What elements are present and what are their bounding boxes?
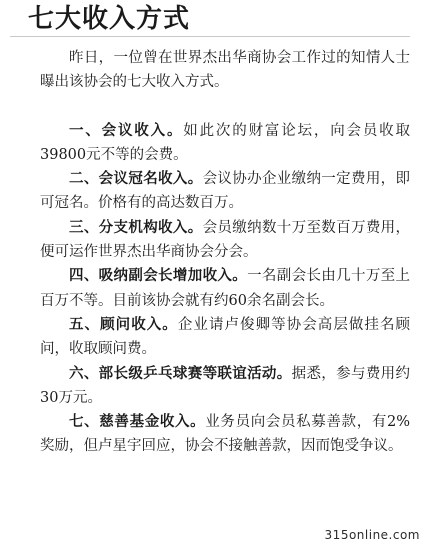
- title-divider: [10, 36, 410, 37]
- intro-paragraph: 昨日，一位曾在世界杰出华商协会工作过的知情人士曝出该协会的七大收入方式。: [40, 50, 410, 91]
- income-item-heading: 五、顾问收入。: [69, 316, 178, 333]
- income-item-text: 一名副会长由几十万至上百万不等。目前该协会就有约60余名副会长。: [40, 268, 411, 309]
- income-item-7: [40, 410, 410, 459]
- income-item-heading: 七、慈善基金收入。: [69, 414, 206, 431]
- article-title: 七大收入方式: [28, 4, 191, 34]
- income-item-text: 据悉，参与费用约30万元。: [40, 365, 411, 406]
- income-item-text: 业务员向会员私募善款，有2%奖励，但卢星宇回应，协会不接触善款，因而饱受争议。: [40, 414, 410, 455]
- income-item-heading: 四、吸纳副会长增加收入。: [69, 268, 248, 285]
- income-item-6: [40, 362, 410, 411]
- income-item-heading: 六、部长级乒乓球赛等联谊活动。: [69, 365, 292, 382]
- income-item-text: 会员缴纳数十万至数百万费用，便可运作世界杰出华商协会分会。: [40, 219, 411, 261]
- income-item-heading: 三、分支机构收入。: [69, 219, 203, 236]
- article-body: [40, 46, 410, 459]
- income-item-5: [40, 313, 410, 362]
- income-item-1: [40, 119, 410, 168]
- site-watermark: 315online.com: [324, 528, 420, 542]
- income-item-heading: 二、会议冠名收入。: [69, 171, 203, 188]
- income-item-text: 如此次的财富论坛，向会员收取39800元不等的会费。: [40, 122, 411, 163]
- income-item-3: [40, 216, 410, 265]
- income-item-2: [40, 167, 410, 216]
- income-item-heading: 一、会议收入。: [69, 122, 184, 139]
- income-item-4: [40, 264, 410, 313]
- income-item-text: 会议协办企业缴纳一定费用，即可冠名。价格有的高达数百万。: [40, 171, 411, 212]
- income-item-text: 企业请卢俊卿等协会高层做挂名顾问，收取顾问费。: [40, 316, 411, 358]
